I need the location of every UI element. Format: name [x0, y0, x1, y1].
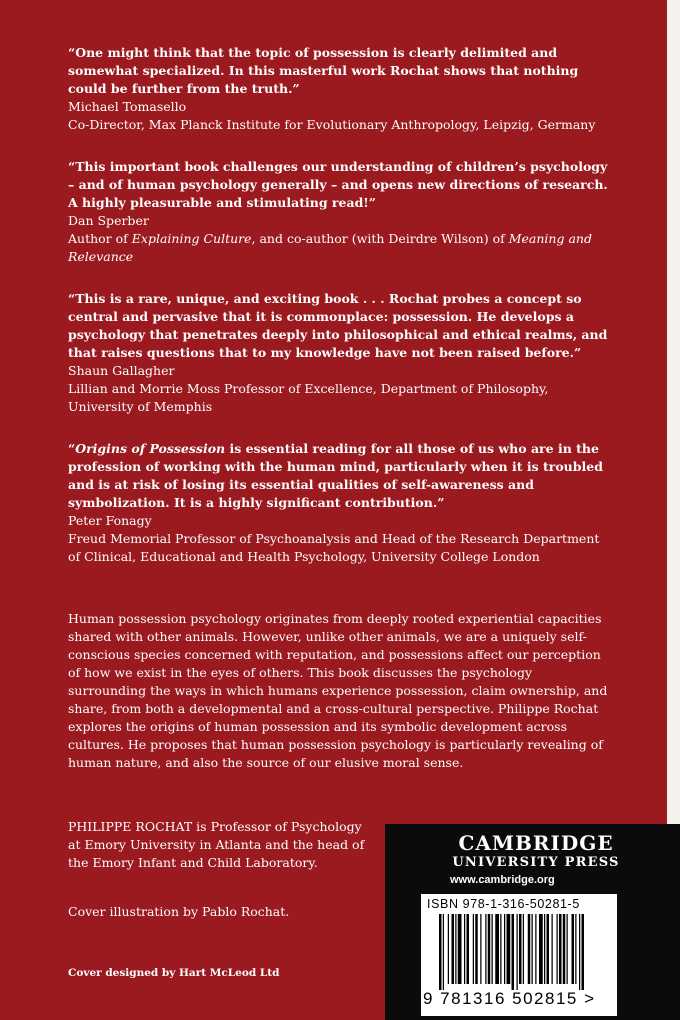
reviewer-name: Shaun Gallagher — [68, 363, 175, 378]
barcode-bar — [567, 914, 568, 984]
barcode-bar — [439, 914, 442, 990]
barcode-bar — [517, 914, 518, 990]
barcode-bar — [448, 914, 449, 984]
barcode-bar — [495, 914, 499, 984]
book-title: Origins of Possession — [75, 441, 226, 456]
barcode-bar — [492, 914, 493, 984]
barcode-bar — [557, 914, 558, 984]
review-quote — [68, 440, 613, 512]
book-description: Human possession psychology originates from deeply rooted experiential capacities shared with other animals. However, unlike other animals, we are a uniquely self-conscious species concerned with reputation, and possessions affect our perception of how we exist in the eyes of others. This book discusses the psychology surrounding the ways in which humans experience possession, claim ownership, and share, from both a developmental and a cross-cultural perspective. Philippe Rochat explores the origins of human possession and its symbolic development across cultures. He proposes that human possession psychology is particularly revealing of human nature, and also the source of our elusive moral sense. — [68, 611, 608, 770]
barcode-bar — [475, 914, 478, 984]
barcode-bar — [485, 914, 486, 984]
barcode-bar — [480, 914, 481, 984]
reviewer-title: Co-Director, Max Planck Institute for Evolutionary Anthropology, Leipzig, Germany — [68, 117, 596, 132]
quote-open: “ — [68, 441, 76, 456]
barcode-bar — [455, 914, 456, 984]
barcode-digits: 9 781316 502815 > — [423, 989, 596, 1008]
review-fonagy — [68, 440, 613, 566]
book-title: Meaning and Relevance — [68, 231, 592, 264]
barcode-bar — [552, 914, 553, 984]
barcode-bar — [467, 914, 470, 984]
barcode-bar — [528, 914, 531, 984]
barcode-bar — [464, 914, 465, 984]
review-sperber — [68, 158, 613, 266]
review-quote: “This important book challenges our understanding of children’s psychology – and of human psychology generally – and opens new directions of research. A highly pleasurable and stimulating read!” — [68, 159, 608, 210]
review-quote: “This is a rare, unique, and exciting book . . . Rochat probes a concept so central and pervasive that it is commonplace: possession. He develops a psychology that penetrates deeply into philosophical and ethical realms, and that raises questions that to my knowledge have not been raised before.” — [68, 291, 608, 360]
barcode-bar — [443, 914, 444, 990]
isbn-barcode — [421, 894, 617, 1016]
review-quote: “One might think that the topic of possession is clearly delimited and somewhat specialized. In this masterful work Rochat shows that nothing could be further from the truth.” — [68, 45, 579, 96]
barcode-bar — [519, 914, 522, 984]
reviewer-title: Lillian and Morrie Moss Professor of Excellence, Department of Philosophy, University of Memphis — [68, 381, 549, 414]
barcode-bar — [535, 914, 536, 984]
barcode-bar — [544, 914, 545, 984]
reviewer-title — [68, 230, 613, 266]
publisher-press: UNIVERSITY PRESS — [452, 855, 620, 870]
barcode-bar — [473, 914, 474, 984]
reviews-section — [68, 44, 613, 590]
reviewer-title: Freud Memorial Professor of Psychoanalysis and Head of the Research Department of Clinical, Educational and Health Psychology, University College London — [68, 531, 600, 564]
review-tomasello — [68, 44, 613, 134]
barcode-bar — [579, 914, 580, 990]
barcode-bar — [504, 914, 505, 984]
review-gallagher — [68, 290, 613, 416]
barcode-bar — [488, 914, 491, 984]
title-prefix: Author of — [68, 231, 132, 246]
barcode-bar — [547, 914, 550, 984]
barcode-bar — [512, 914, 515, 990]
barcode-bar — [575, 914, 576, 984]
barcode-bar — [523, 914, 524, 984]
reviewer-name: Michael Tomasello — [68, 99, 187, 114]
barcode-bar — [563, 914, 566, 984]
book-title: Explaining Culture — [131, 231, 252, 246]
barcode-bar — [458, 914, 462, 984]
design-credit: Cover designed by Hart McLeod Ltd — [68, 967, 280, 979]
publisher-url: www.cambridge.org — [450, 874, 555, 886]
barcode-bar — [532, 914, 533, 984]
barcode-bar — [507, 914, 511, 984]
publisher-logo — [446, 831, 626, 889]
title-middle: , and co-author (with Deirdre Wilson) of — [251, 231, 509, 246]
isbn-label: ISBN 978-1-316-50281-5 — [427, 897, 580, 911]
illustration-credit: Cover illustration by Pablo Rochat. — [68, 904, 290, 919]
barcode-bar — [572, 914, 575, 984]
barcode-bar — [500, 914, 501, 984]
reviewer-name: Dan Sperber — [68, 213, 149, 228]
reviewer-name: Peter Fonagy — [68, 513, 152, 528]
quote-rest: is essential reading for all those of us who are in the profession of working with the human mind, particularly when it is troubled and is at risk of losing its essential qualities of self-awareness and symbolization. It is a highly significant contribution.” — [68, 441, 603, 510]
barcode-bar — [559, 914, 562, 984]
publisher-name: CAMBRIDGE — [458, 831, 614, 855]
barcode-bar — [582, 914, 585, 990]
barcode-bar — [539, 914, 543, 984]
author-bio: PHILIPPE ROCHAT is Professor of Psychology at Emory University in Atlanta and the head of the Emory Infant and Child Laboratory. — [68, 819, 365, 870]
barcode-bar — [452, 914, 455, 984]
barcode-icon — [425, 914, 613, 990]
